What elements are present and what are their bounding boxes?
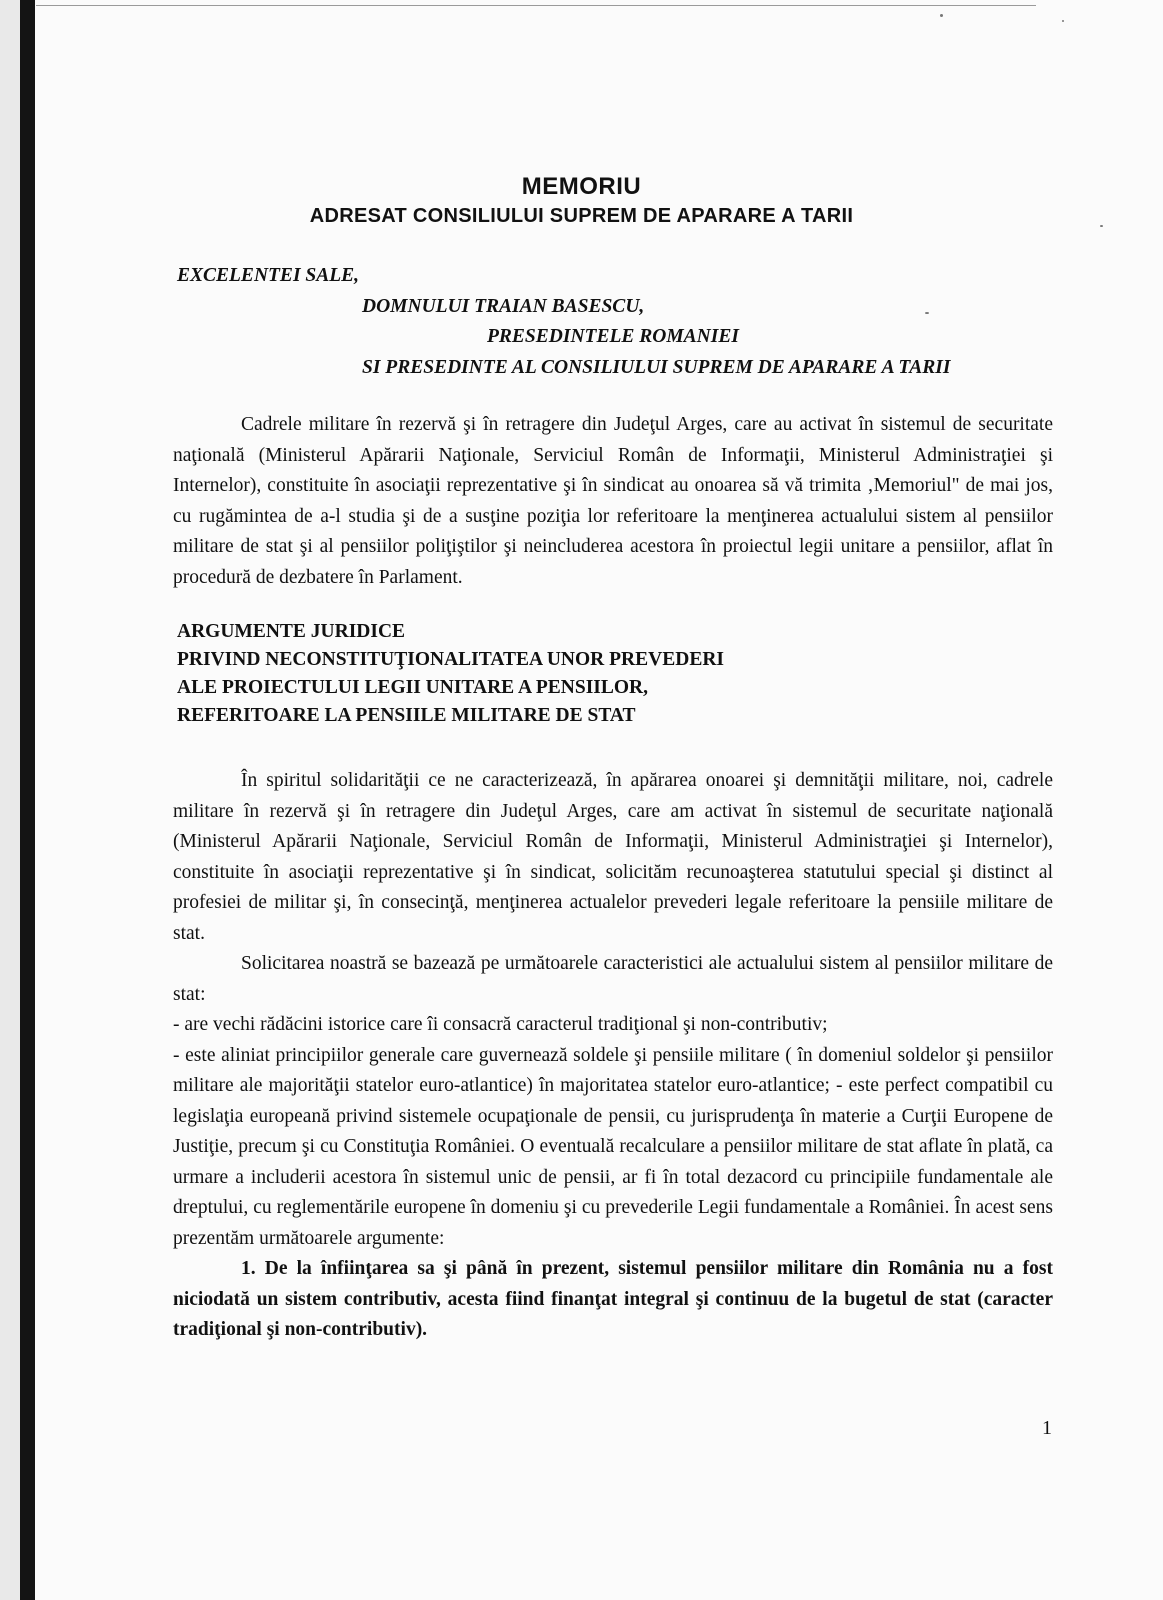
scan-speck (925, 312, 929, 314)
address-line-1: EXCELENTEI SALE, (177, 265, 360, 286)
numbered-point-1: 1. De la înfiinţarea sa şi până în prezent, sistemul pensiilor militare din România nu a fost niciodată un sistem contributiv, acesta fiind finanţat integral şi continuu de la bugetul de stat (caracter tradiţional şi non-contributiv). (173, 1258, 1053, 1340)
body-text (173, 766, 1053, 1346)
document-subtitle: ADRESAT CONSILIULUI SUPREM DE APARARE A TARII (309, 205, 854, 227)
section-heading-line-2: PRIVIND NECONSTITUŢIONALITATEA UNOR PREVEDERI (177, 649, 724, 670)
section-heading-line-4: REFERITOARE LA PENSIILE MILITARE DE STAT (177, 705, 636, 726)
scan-speck (940, 14, 943, 17)
scan-top-edge (36, 5, 1036, 6)
scan-binding-bar (20, 0, 35, 1600)
address-line-2: DOMNULUI TRAIAN BASESCU, (362, 296, 645, 317)
scan-edge (0, 0, 20, 1600)
address-line-4: SI PRESEDINTE AL CONSILIULUI SUPREM DE APARARE A TARII (362, 357, 951, 378)
document-title: MEMORIU (521, 173, 642, 200)
body-paragraph-1: În spiritul solidarităţii ce ne caracterizează, în apărarea onoarei şi demnităţii militare, noi, cadrele militare în rezervă şi în retragere din Judeţul Arges, care am activat în sistemul de securitate naţională (Ministerul Apărarii Naţionale, Serviciul Român de Informaţii, Ministerul Administraţiei şi Internelor), constituite în asociaţii reprezentative şi în sindicat, solicităm recunoaşterea statutului special şi distinct al profesiei de militar şi, în consecinţă, menţinerea actualelor prevederi legale referitoare la pensiile militare de stat. (173, 770, 1053, 944)
address-line-3: PRESEDINTELE ROMANIEI (487, 326, 739, 347)
body-paragraph-2: Solicitarea noastră se bazează pe următoarele caracteristici ale actualului sistem al pensiilor militare de stat: (173, 953, 1053, 1005)
scan-speck (1062, 20, 1064, 22)
section-heading (177, 618, 1037, 730)
bullet-item-2: - este aliniat principiilor generale care guvernează soldele şi pensiile militare ( în domeniul soldelor şi pensiilor militare ale majorităţii statelor euro-atlantice) în majoritatea statelor euro-atlantice; - este perfect compatibil cu legislaţia europeană privind sistemele ocupaţionale de pensii, cu jurisprudenţa în materie a Curţii Europene de Justiţie, precum şi cu Constituţia României. O eventuală recalculare a pensiilor militare de stat aflate în plată, ca urmare a includerii acestora în sistemul unic de pensii, ar fi în total dezacord cu principiile fundamentale ale dreptului, cu reglementările europene în domeniu şi cu prevederile Legii fundamentale a României. În acest sens prezentăm următoarele argumente: (173, 1044, 1053, 1249)
section-heading-line-1: ARGUMENTE JURIDICE (177, 621, 406, 642)
bullet-item-1: - are vechi rădăcini istorice care îi consacră caracterul tradiţional şi non-contributiv; (173, 1014, 828, 1035)
intro-paragraph: Cadrele militare în rezervă şi în retragere din Judeţul Arges, care au activat în sistemul de securitate naţională (Ministerul Apărarii Naţionale, Serviciul Român de Informaţii, Ministerul Administraţiei şi Internelor), constituite în asociaţii reprezentative şi în sindicat au onoarea să vă trimita ‚Memoriul" de mai jos, cu rugămintea de a-l studia şi de a susţine poziţia lor referitoare la menţinerea actualului sistem al pensiilor militare de stat şi al pensiilor poliţiştilor şi neincluderea acestora în proiectul legii unitare a pensiilor, aflat în procedură de dezbatere în Parlament. (173, 414, 1053, 588)
section-heading-line-3: ALE PROIECTULUI LEGII UNITARE A PENSIILOR, (177, 677, 648, 698)
page-number: 1 (1042, 1417, 1052, 1439)
